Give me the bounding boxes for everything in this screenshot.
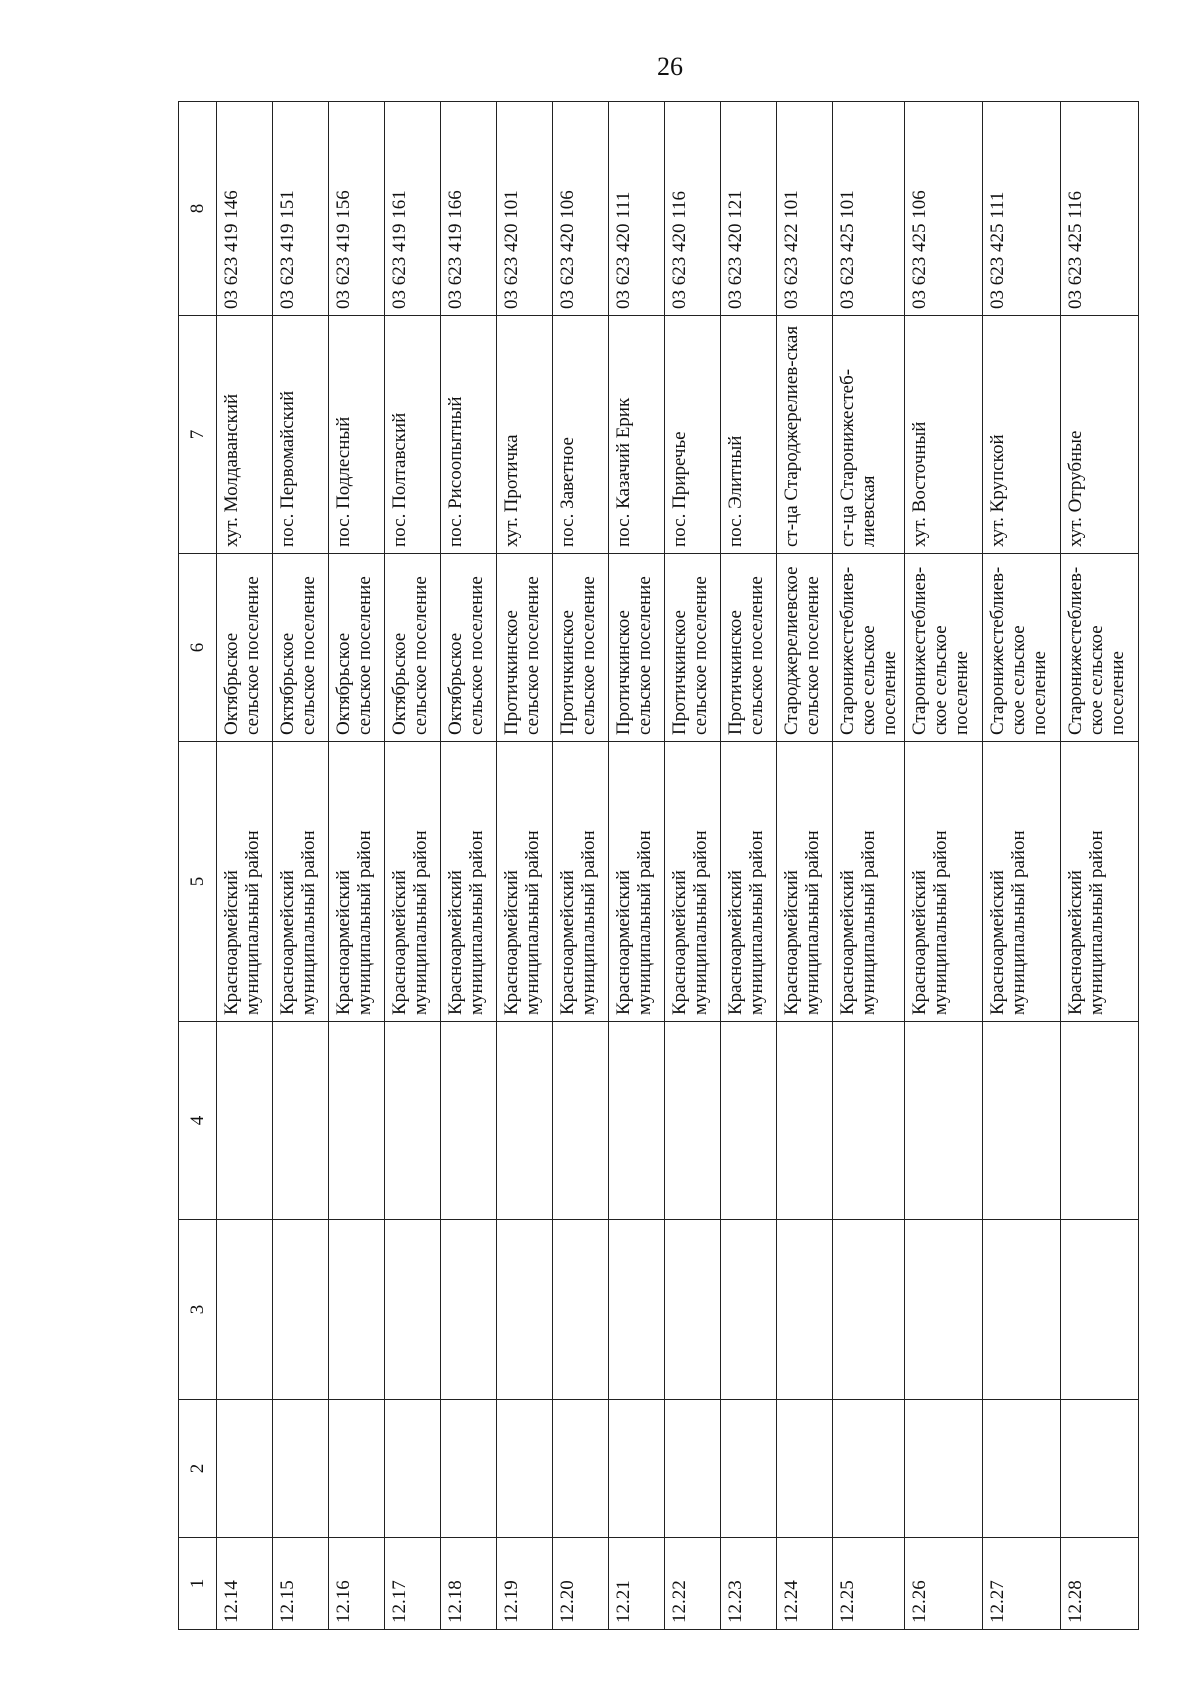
row-number: 12.24 — [777, 1538, 833, 1630]
registry-table-container — [178, 102, 1128, 1630]
locality-cell: пос. Приречье — [665, 316, 721, 554]
cell — [833, 1400, 905, 1538]
cell — [497, 1220, 553, 1400]
code-cell: 03 623 425 101 — [833, 102, 905, 316]
settlement-cell: Старонижестеблиев-ское сельское поселение — [833, 554, 905, 742]
district-cell: Красноармейский муниципальный район — [665, 742, 721, 1022]
code-cell: 03 623 419 166 — [441, 102, 497, 316]
code-cell: 03 623 420 116 — [665, 102, 721, 316]
district-cell: Красноармейский муниципальный район — [329, 742, 385, 1022]
cell — [1061, 1400, 1139, 1538]
row-number: 12.28 — [1061, 1538, 1139, 1630]
column-header: 1 — [179, 1538, 217, 1630]
cell — [273, 1022, 329, 1220]
table-row — [777, 102, 833, 1630]
table-row — [1061, 102, 1139, 1630]
code-cell: 03 623 420 106 — [553, 102, 609, 316]
settlement-cell: Октябрьское сельское поселение — [441, 554, 497, 742]
code-cell: 03 623 420 121 — [721, 102, 777, 316]
column-header: 3 — [179, 1220, 217, 1400]
locality-cell: хут. Крупской — [983, 316, 1061, 554]
table-row — [329, 102, 385, 1630]
cell — [665, 1400, 721, 1538]
code-cell: 03 623 420 111 — [609, 102, 665, 316]
row-number: 12.17 — [385, 1538, 441, 1630]
settlement-cell: Старонижестеблиев-ское сельское поселение — [905, 554, 983, 742]
cell — [905, 1400, 983, 1538]
cell — [777, 1220, 833, 1400]
cell — [553, 1022, 609, 1220]
cell — [273, 1220, 329, 1400]
code-cell: 03 623 419 156 — [329, 102, 385, 316]
locality-cell: пос. Казачий Ерик — [609, 316, 665, 554]
district-cell: Красноармейский муниципальный район — [1061, 742, 1139, 1022]
cell — [217, 1400, 273, 1538]
cell — [983, 1220, 1061, 1400]
locality-cell: пос. Заветное — [553, 316, 609, 554]
district-cell: Красноармейский муниципальный район — [777, 742, 833, 1022]
settlement-cell: Протичкинское сельское поселение — [497, 554, 553, 742]
cell — [1061, 1022, 1139, 1220]
cell — [905, 1220, 983, 1400]
district-cell: Красноармейский муниципальный район — [609, 742, 665, 1022]
settlement-cell: Октябрьское сельское поселение — [273, 554, 329, 742]
column-header: 8 — [179, 102, 217, 316]
table-row — [497, 102, 553, 1630]
page-number: 26 — [657, 52, 683, 81]
table-row — [721, 102, 777, 1630]
settlement-cell: Староджерелиевское сельское поселение — [777, 554, 833, 742]
district-cell: Красноармейский муниципальный район — [833, 742, 905, 1022]
settlement-cell: Протичкинское сельское поселение — [665, 554, 721, 742]
cell — [385, 1400, 441, 1538]
settlement-cell: Протичкинское сельское поселение — [553, 554, 609, 742]
cell — [721, 1400, 777, 1538]
code-cell: 03 623 425 111 — [983, 102, 1061, 316]
locality-cell: хут. Молдаванский — [217, 316, 273, 554]
cell — [777, 1400, 833, 1538]
row-number: 12.15 — [273, 1538, 329, 1630]
row-number: 12.23 — [721, 1538, 777, 1630]
locality-cell: пос. Первомайский — [273, 316, 329, 554]
cell — [217, 1220, 273, 1400]
locality-cell: пос. Рисоопытный — [441, 316, 497, 554]
district-cell: Красноармейский муниципальный район — [721, 742, 777, 1022]
locality-cell: хут. Протичка — [497, 316, 553, 554]
cell — [441, 1022, 497, 1220]
table-row — [273, 102, 329, 1630]
cell — [217, 1022, 273, 1220]
code-cell: 03 623 425 116 — [1061, 102, 1139, 316]
cell — [497, 1022, 553, 1220]
cell — [609, 1022, 665, 1220]
column-header: 6 — [179, 554, 217, 742]
row-number: 12.20 — [553, 1538, 609, 1630]
settlement-cell: Старонижестеблиев-ское сельское поселение — [1061, 554, 1139, 742]
cell — [777, 1022, 833, 1220]
district-cell: Красноармейский муниципальный район — [385, 742, 441, 1022]
cell — [665, 1022, 721, 1220]
row-number: 12.21 — [609, 1538, 665, 1630]
district-cell: Красноармейский муниципальный район — [217, 742, 273, 1022]
cell — [833, 1220, 905, 1400]
code-cell: 03 623 422 101 — [777, 102, 833, 316]
table-row — [553, 102, 609, 1630]
settlement-cell: Протичкинское сельское поселение — [609, 554, 665, 742]
row-number: 12.22 — [665, 1538, 721, 1630]
cell — [665, 1220, 721, 1400]
district-cell: Красноармейский муниципальный район — [441, 742, 497, 1022]
locality-cell: пос. Подлесный — [329, 316, 385, 554]
settlement-cell: Октябрьское сельское поселение — [329, 554, 385, 742]
district-cell: Красноармейский муниципальный район — [983, 742, 1061, 1022]
row-number: 12.26 — [905, 1538, 983, 1630]
table-row — [217, 102, 273, 1630]
locality-cell: хут. Отрубные — [1061, 316, 1139, 554]
cell — [721, 1022, 777, 1220]
cell — [721, 1220, 777, 1400]
cell — [609, 1220, 665, 1400]
table-row — [441, 102, 497, 1630]
cell — [553, 1220, 609, 1400]
code-cell: 03 623 419 151 — [273, 102, 329, 316]
locality-cell: пос. Полтавский — [385, 316, 441, 554]
row-number: 12.27 — [983, 1538, 1061, 1630]
district-cell: Красноармейский муниципальный район — [497, 742, 553, 1022]
cell — [441, 1220, 497, 1400]
cell — [385, 1022, 441, 1220]
cell — [329, 1220, 385, 1400]
settlement-cell: Октябрьское сельское поселение — [217, 554, 273, 742]
district-cell: Красноармейский муниципальный район — [905, 742, 983, 1022]
cell — [273, 1400, 329, 1538]
cell — [983, 1022, 1061, 1220]
cell — [1061, 1220, 1139, 1400]
table-row — [833, 102, 905, 1630]
column-header: 2 — [179, 1400, 217, 1538]
registry-table — [178, 101, 1139, 1630]
table-row — [385, 102, 441, 1630]
cell — [609, 1400, 665, 1538]
row-number: 12.14 — [217, 1538, 273, 1630]
table-header-row — [179, 102, 217, 1630]
locality-cell: ст-ца Староджерелиев-ская — [777, 316, 833, 554]
code-cell: 03 623 419 146 — [217, 102, 273, 316]
column-header: 4 — [179, 1022, 217, 1220]
cell — [329, 1400, 385, 1538]
table-row — [983, 102, 1061, 1630]
row-number: 12.25 — [833, 1538, 905, 1630]
cell — [983, 1400, 1061, 1538]
cell — [441, 1400, 497, 1538]
district-cell: Красноармейский муниципальный район — [273, 742, 329, 1022]
table-row — [665, 102, 721, 1630]
row-number: 12.18 — [441, 1538, 497, 1630]
cell — [553, 1400, 609, 1538]
settlement-cell: Октябрьское сельское поселение — [385, 554, 441, 742]
code-cell: 03 623 419 161 — [385, 102, 441, 316]
column-header: 5 — [179, 742, 217, 1022]
settlement-cell: Протичкинское сельское поселение — [721, 554, 777, 742]
cell — [905, 1022, 983, 1220]
cell — [833, 1022, 905, 1220]
code-cell: 03 623 420 101 — [497, 102, 553, 316]
row-number: 12.19 — [497, 1538, 553, 1630]
locality-cell: ст-ца Старонижестеб-лиевская — [833, 316, 905, 554]
cell — [385, 1220, 441, 1400]
table-row — [609, 102, 665, 1630]
table-row — [905, 102, 983, 1630]
locality-cell: пос. Элитный — [721, 316, 777, 554]
code-cell: 03 623 425 106 — [905, 102, 983, 316]
cell — [497, 1400, 553, 1538]
settlement-cell: Старонижестеблиев-ское сельское поселение — [983, 554, 1061, 742]
cell — [329, 1022, 385, 1220]
row-number: 12.16 — [329, 1538, 385, 1630]
district-cell: Красноармейский муниципальный район — [553, 742, 609, 1022]
column-header: 7 — [179, 316, 217, 554]
locality-cell: хут. Восточный — [905, 316, 983, 554]
